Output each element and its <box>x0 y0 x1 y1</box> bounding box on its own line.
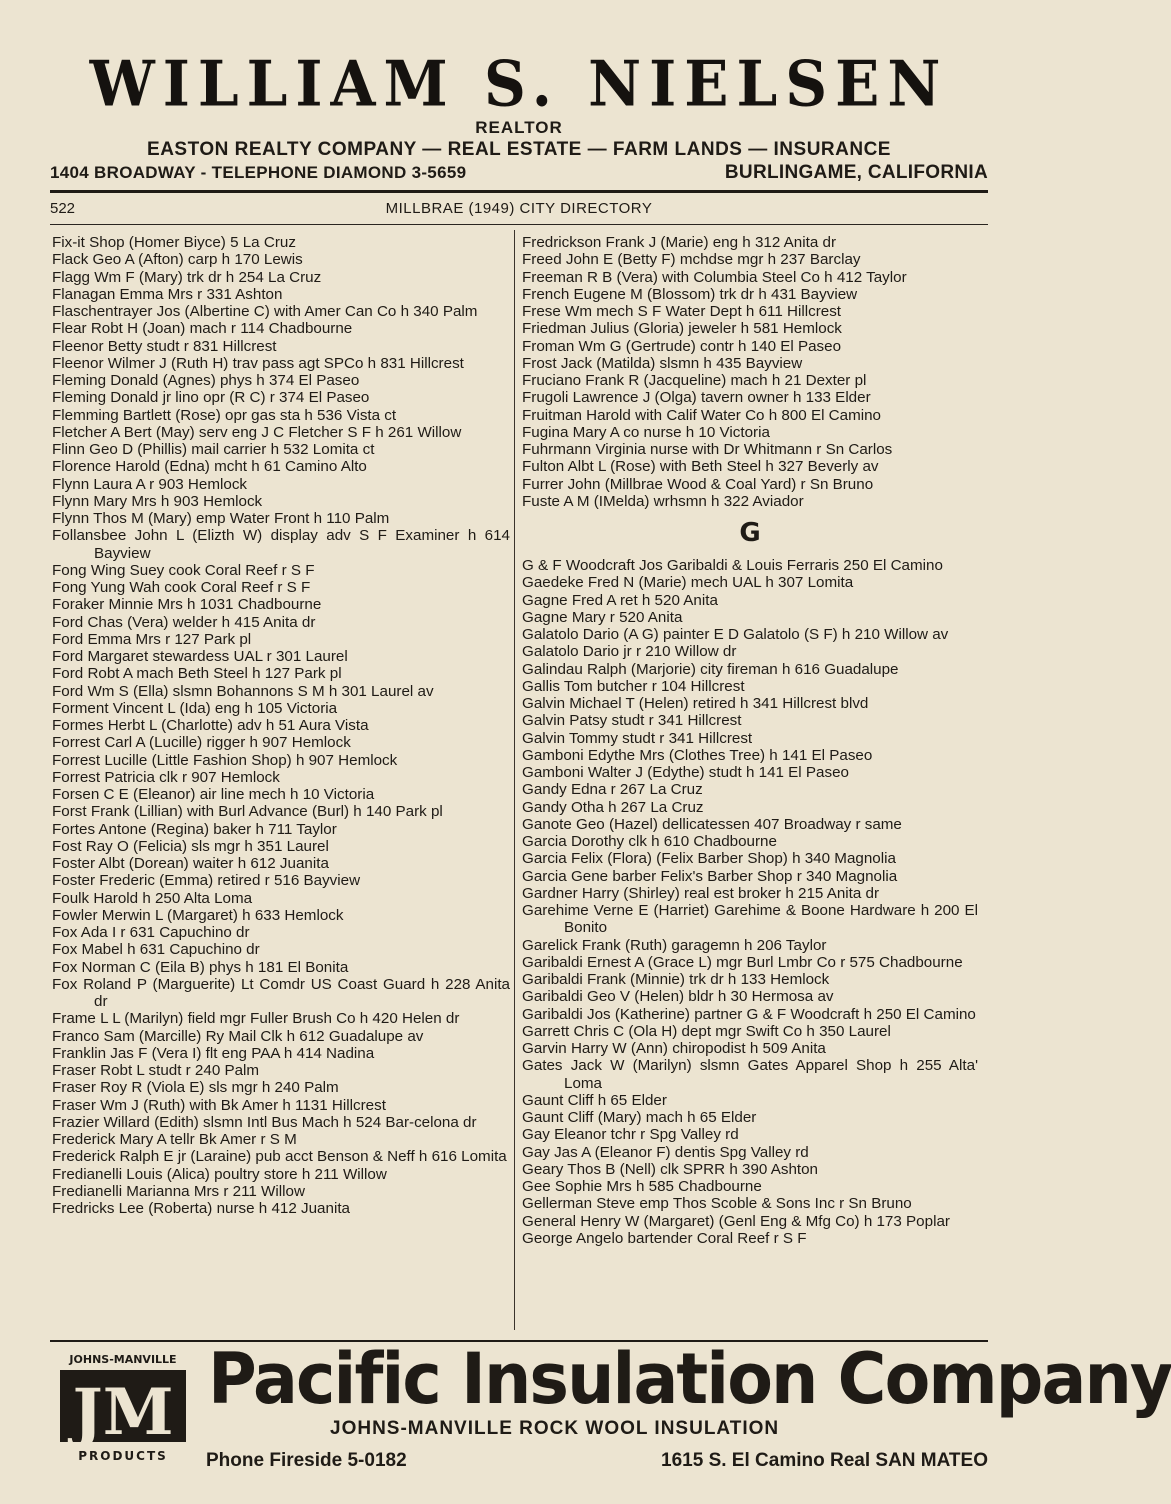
directory-entry: Ford Emma Mrs r 127 Park pl <box>52 630 252 648</box>
directory-entry: Fleenor Betty studt r 831 Hillcrest <box>52 337 277 355</box>
directory-entry: Forst Frank (Lillian) with Burl Advance (Burl) h 140 Park pl <box>52 803 443 821</box>
directory-entry: Freeman R B (Vera) with Columbia Steel Co h 412 Taylor <box>522 268 907 286</box>
directory-entry: Fredricks Lee (Roberta) nurse h 412 Juanita <box>52 1200 350 1217</box>
directory-entry: Galatolo Dario jr r 210 Willow dr <box>522 643 737 661</box>
directory-entry: Frugoli Lawrence J (Olga) tavern owner h 133 Elder <box>522 389 871 407</box>
directory-entry: Fruciano Frank R (Jacqueline) mach h 21 Dexter pl <box>522 372 867 389</box>
directory-entry: Fox Norman C (Eila B) phys h 181 El Bonita <box>52 958 349 976</box>
directory-entry: Galindau Ralph (Marjorie) city fireman h 616 Guadalupe <box>522 660 899 678</box>
directory-entry: Garcia Dorothy clk h 610 Chadbourne <box>522 833 777 850</box>
header-rule <box>50 190 988 193</box>
directory-entry: Fuhrmann Virginia nurse with Dr Whitmann r Sn Carlos <box>522 441 893 458</box>
directory-entry: Frese Wm mech S F Water Dept h 611 Hillcrest <box>522 303 842 320</box>
directory-entry: Gandy Edna r 267 La Cruz <box>522 781 703 799</box>
directory-entry: Garehime Verne E (Harriet) Garehime & Boone Hardware h 200 El Bonito <box>522 902 978 937</box>
directory-entry: Fox Mabel h 631 Capuchino dr <box>52 941 260 959</box>
directory-entry: General Henry W (Margaret) (Genl Eng & Mfg Co) h 173 Poplar <box>522 1212 950 1230</box>
directory-entry: Fox Ada I r 631 Capuchino dr <box>52 924 250 941</box>
realtor-label: REALTOR <box>475 118 563 137</box>
directory-entry: Flemming Bartlett (Rose) opr gas sta h 536 Vista ct <box>52 406 397 424</box>
directory-entry: Fredianelli Marianna Mrs r 211 Willow <box>52 1182 305 1200</box>
directory-entry: Foraker Minnie Mrs h 1031 Chadbourne <box>52 596 322 614</box>
directory-entry: Franklin Jas F (Vera I) flt eng PAA h 414 Nadina <box>52 1044 375 1062</box>
directory-entry: Florence Harold (Edna) mcht h 61 Camino Alto <box>52 458 367 476</box>
logo-top-text: JOHNS-MANVILLE <box>69 1353 177 1366</box>
directory-entry: Forment Vincent L (Ida) eng h 105 Victoria <box>52 699 338 717</box>
header-advertisement <box>50 47 988 184</box>
directory-entry: Gagne Fred A ret h 520 Anita <box>522 591 718 609</box>
directory-entry: Gellerman Steve emp Thos Scoble & Sons Inc r Sn Bruno <box>522 1195 912 1213</box>
directory-entry: Frederick Mary A tellr Bk Amer r S M <box>52 1131 297 1148</box>
logo-letters: JM <box>72 1375 174 1450</box>
left-column <box>52 234 510 1217</box>
directory-entry: Flaschentrayer Jos (Albertine C) with Amer Can Co h 340 Palm <box>52 303 478 320</box>
directory-entry: Freed John E (Betty F) mchdse mgr h 237 Barclay <box>522 251 861 269</box>
directory-entry: Ganote Geo (Hazel) dellicatessen 407 Broadway r same <box>522 815 902 833</box>
directory-entry: Garcia Gene barber Felix's Barber Shop r 340 Magnolia <box>522 867 898 885</box>
directory-entry: Forsen C E (Eleanor) air line mech h 10 Victoria <box>52 786 375 803</box>
running-head-rule <box>50 224 988 225</box>
directory-entry: Fuste A M (IMelda) wrhsmn h 322 Aviador <box>522 492 804 510</box>
directory-entry: Furrer John (Millbrae Wood & Coal Yard) r Sn Bruno <box>522 475 874 493</box>
company-line: EASTON REALTY COMPANY — REAL ESTATE — FARM LANDS — INSURANCE <box>147 139 891 160</box>
right-column-g-entries <box>522 557 978 1247</box>
directory-entry: Froman Wm G (Gertrude) contr h 140 El Paseo <box>522 337 842 355</box>
directory-entry: Gardner Harry (Shirley) real est broker h 215 Anita dr <box>522 884 880 902</box>
footer-address: 1615 S. El Camino Real SAN MATEO <box>661 1450 988 1471</box>
directory-entry: Fix-it Shop (Homer Biyce) 5 La Cruz <box>52 234 296 251</box>
column-divider <box>514 230 515 1330</box>
page-number: 522 <box>50 200 76 217</box>
directory-entry: Garcia Felix (Flora) (Felix Barber Shop) h 340 Magnolia <box>522 850 896 868</box>
directory-entry: Fruitman Harold with Calif Water Co h 800 El Camino <box>522 406 882 424</box>
directory-entry: Flear Robt H (Joan) mach r 114 Chadbourne <box>52 320 353 338</box>
directory-entry: Fleming Donald (Agnes) phys h 374 El Paseo <box>52 372 360 389</box>
directory-entry: Gagne Mary r 520 Anita <box>522 608 683 626</box>
directory-title: MILLBRAE (1949) CITY DIRECTORY <box>385 200 653 217</box>
directory-entry: Fraser Robt L studt r 240 Palm <box>52 1062 260 1079</box>
directory-entry: Fox Roland P (Marguerite) Lt Comdr US Coast Guard h 228 Anita dr <box>52 975 510 1010</box>
directory-entry: Fredianelli Louis (Alica) poultry store h 211 Willow <box>52 1165 387 1183</box>
directory-entry: Gamboni Walter J (Edythe) studt h 141 El Paseo <box>522 764 849 781</box>
directory-entry: Flanagan Emma Mrs r 331 Ashton <box>52 285 283 303</box>
directory-entry: Flinn Geo D (Phillis) mail carrier h 532 Lomita ct <box>52 441 375 458</box>
directory-entry: Garibaldi Geo V (Helen) bldr h 30 Hermosa av <box>522 988 834 1006</box>
directory-entry: Gamboni Edythe Mrs (Clothes Tree) h 141 El Paseo <box>522 746 873 764</box>
directory-entry: Fost Ray O (Felicia) sls mgr h 351 Laurel <box>52 837 329 855</box>
directory-entry: Fulton Albt L (Rose) with Beth Steel h 327 Beverly av <box>522 458 879 476</box>
directory-entry: Galvin Tommy studt r 341 Hillcrest <box>522 729 753 747</box>
footer-subtitle: JOHNS-MANVILLE ROCK WOOL INSULATION <box>330 1418 780 1439</box>
directory-entry: Gay Eleanor tchr r Spg Valley rd <box>522 1126 739 1144</box>
right-column-f-entries <box>522 234 978 510</box>
directory-entry: Frazier Willard (Edith) slsmn Intl Bus Mach h 524 Bar-celona dr <box>52 1113 477 1131</box>
directory-entry: Gallis Tom butcher r 104 Hillcrest <box>522 677 745 695</box>
directory-entry: Galatolo Dario (A G) painter E D Galatolo (S F) h 210 Willow av <box>522 626 949 643</box>
directory-entry: Foulk Harold h 250 Alta Loma <box>52 889 253 907</box>
directory-entry: Fong Wing Suey cook Coral Reef r S F <box>52 561 315 579</box>
logo-bottom-text: PRODUCTS <box>78 1449 168 1463</box>
directory-entry: Fletcher A Bert (May) serv eng J C Fletcher S F h 261 Willow <box>52 423 462 441</box>
directory-entry: Ford Chas (Vera) welder h 415 Anita dr <box>52 613 316 631</box>
directory-entry: Gates Jack W (Marilyn) slsmn Gates Apparel Shop h 255 Alta' Loma <box>522 1057 978 1092</box>
city-state: BURLINGAME, CALIFORNIA <box>724 162 988 183</box>
directory-entry: Foster Frederic (Emma) retired r 516 Bayview <box>52 872 361 890</box>
directory-entry: Garvin Harry W (Ann) chiropodist h 509 Anita <box>522 1040 826 1057</box>
directory-entry: Follansbee John L (Elizth W) display adv S F Examiner h 614 Bayview <box>52 527 510 562</box>
directory-entry: Fraser Roy R (Viola E) sls mgr h 240 Palm <box>52 1079 339 1097</box>
directory-entry: Ford Robt A mach Beth Steel h 127 Park pl <box>52 665 342 683</box>
directory-entry: Garibaldi Ernest A (Grace L) mgr Burl Lmbr Co r 575 Chadbourne <box>522 953 963 971</box>
directory-entry: Gandy Otha h 267 La Cruz <box>522 798 704 816</box>
directory-entry: Flynn Laura A r 903 Hemlock <box>52 475 248 493</box>
directory-entry: Fraser Wm J (Ruth) with Bk Amer h 1131 Hillcrest <box>52 1096 386 1114</box>
directory-entry: Geary Thos B (Nell) clk SPRR h 390 Ashton <box>522 1160 818 1178</box>
directory-entry: Garibaldi Frank (Minnie) trk dr h 133 Hemlock <box>522 971 830 988</box>
directory-entry: Fleenor Wilmer J (Ruth H) trav pass agt SPCo h 831 Hillcrest <box>52 354 464 372</box>
directory-entry: Fortes Antone (Regina) baker h 711 Taylor <box>52 820 337 838</box>
running-head <box>50 198 988 220</box>
directory-entry: Gaunt Cliff h 65 Elder <box>522 1091 667 1109</box>
directory-entry: Fong Yung Wah cook Coral Reef r S F <box>52 579 311 596</box>
directory-entry: Foster Albt (Dorean) waiter h 612 Juanita <box>52 855 329 872</box>
directory-entry: Flynn Mary Mrs h 903 Hemlock <box>52 492 263 510</box>
footer-phone: Phone Fireside 5-0182 <box>206 1450 407 1471</box>
directory-entry: Ford Margaret stewardess UAL r 301 Laurel <box>52 648 348 665</box>
directory-entry: Garibaldi Jos (Katherine) partner G & F Woodcraft h 250 El Camino <box>522 1005 976 1023</box>
directory-entry: Forrest Lucille (Little Fashion Shop) h 907 Hemlock <box>52 751 398 769</box>
right-column <box>522 234 978 1247</box>
directory-entry: George Angelo bartender Coral Reef r S F <box>522 1229 807 1247</box>
directory-entry: Galvin Patsy studt r 341 Hillcrest <box>522 712 742 730</box>
directory-entry: Friedman Julius (Gloria) jeweler h 581 Hemlock <box>522 320 842 338</box>
directory-entry: Frame L L (Marilyn) field mgr Fuller Brush Co h 420 Helen dr <box>52 1010 460 1028</box>
directory-entry: Fugina Mary A co nurse h 10 Victoria <box>522 423 770 441</box>
directory-entry: Formes Herbt L (Charlotte) adv h 51 Aura Vista <box>52 717 369 734</box>
footer-company-name: Pacific Insulation Company <box>208 1338 1171 1420</box>
directory-entry: Fredrickson Frank J (Marie) eng h 312 Anita dr <box>522 234 837 251</box>
directory-entry: G & F Woodcraft Jos Garibaldi & Louis Ferraris 250 El Camino <box>522 557 943 574</box>
directory-entry: Forrest Patricia clk r 907 Hemlock <box>52 768 280 786</box>
directory-entry: French Eugene M (Blossom) trk dr h 431 Bayview <box>522 285 858 303</box>
directory-entry: Garelick Frank (Ruth) garagemn h 206 Taylor <box>522 936 827 954</box>
directory-entry: Galvin Michael T (Helen) retired h 341 Hillcrest blvd <box>522 695 869 712</box>
directory-entry: Ford Wm S (Ella) slsmn Bohannons S M h 301 Laurel av <box>52 682 434 700</box>
directory-entry: Garrett Chris C (Ola H) dept mgr Swift Co h 350 Laurel <box>522 1022 891 1040</box>
directory-entry: Fowler Merwin L (Margaret) h 633 Hemlock <box>52 906 344 924</box>
section-letter: G <box>739 518 761 548</box>
johns-manville-logo <box>54 1348 192 1466</box>
realtor-name: WILLIAM S. NIELSEN <box>89 47 949 121</box>
directory-entry: Flack Geo A (Afton) carp h 170 Lewis <box>52 251 303 269</box>
directory-entry: Franco Sam (Marcille) Ry Mail Clk h 612 Guadalupe av <box>52 1027 424 1045</box>
directory-entry: Gaunt Cliff (Mary) mach h 65 Elder <box>522 1109 757 1126</box>
directory-entry: Forrest Carl A (Lucille) rigger h 907 Hemlock <box>52 734 351 752</box>
directory-entry: Flagg Wm F (Mary) trk dr h 254 La Cruz <box>52 268 322 286</box>
directory-entry: Gaedeke Fred N (Marie) mech UAL h 307 Lomita <box>522 574 854 592</box>
address-line <box>50 162 988 184</box>
directory-entry: Gee Sophie Mrs h 585 Chadbourne <box>522 1178 762 1195</box>
directory-entry: Gay Jas A (Eleanor F) dentis Spg Valley rd <box>522 1143 809 1161</box>
directory-entry: Fleming Donald jr lino opr (R C) r 374 El Paseo <box>52 389 370 407</box>
street-telephone: 1404 BROADWAY - TELEPHONE DIAMOND 3-5659 <box>50 163 467 182</box>
directory-entry: Flynn Thos M (Mary) emp Water Front h 110 Palm <box>52 510 390 527</box>
directory-entry: Frederick Ralph E jr (Laraine) pub acct Benson & Neff h 616 Lomita <box>52 1148 507 1166</box>
directory-entry: Frost Jack (Matilda) slsmn h 435 Bayview <box>522 354 803 372</box>
